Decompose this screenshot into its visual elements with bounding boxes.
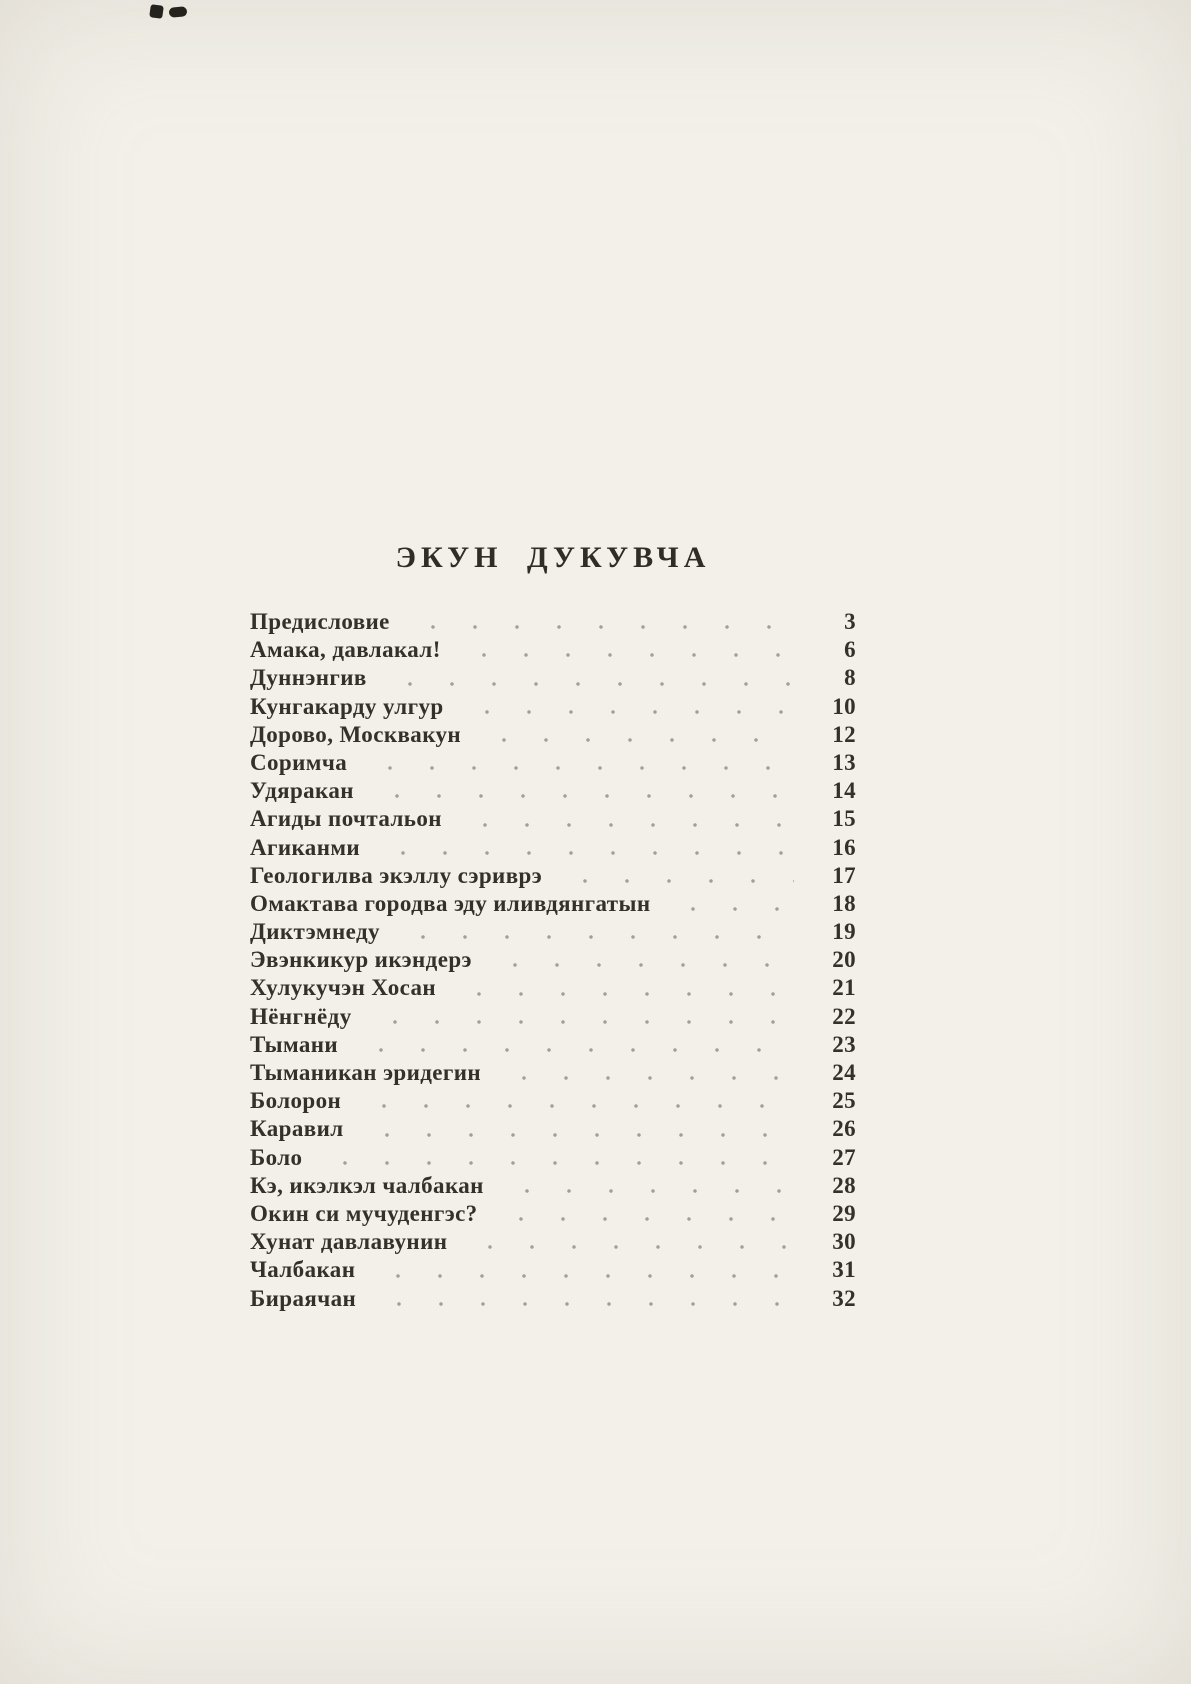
toc-entry-label: Хунат давлавунин xyxy=(250,1229,448,1255)
dot-leader-icon xyxy=(320,1158,794,1166)
table-of-contents xyxy=(250,541,856,1314)
toc-entry-page: 29 xyxy=(832,1200,856,1226)
dot-leader-icon xyxy=(499,1073,794,1081)
dot-leader-icon xyxy=(454,989,794,997)
toc-entry-label: Эвэнкикур икэндерэ xyxy=(250,947,472,973)
dot-leader-icon xyxy=(459,650,794,658)
toc-entry-label: Амака, давлакал! xyxy=(250,637,441,663)
toc-entry-label: Геологилва экэллу сэриврэ xyxy=(250,862,543,888)
toc-entry-label: Соримча xyxy=(250,749,348,775)
scan-artifact xyxy=(169,6,188,18)
dot-leader-icon xyxy=(560,876,794,884)
toc-row xyxy=(250,1229,856,1257)
dot-leader-icon xyxy=(502,1186,794,1194)
toc-row xyxy=(250,975,856,1003)
toc-row xyxy=(250,806,856,834)
toc-entry-page: 26 xyxy=(832,1116,856,1142)
toc-row xyxy=(250,694,856,722)
toc-entry-page: 20 xyxy=(832,947,856,973)
dot-leader-icon xyxy=(356,1045,794,1053)
toc-entry-page: 32 xyxy=(832,1285,856,1311)
toc-entry-page: 31 xyxy=(832,1257,856,1283)
toc-entry-label: Дорово, Москвакун xyxy=(250,721,462,747)
toc-row xyxy=(250,778,856,806)
toc-entry-page: 8 xyxy=(844,665,856,691)
toc-row xyxy=(250,835,856,863)
dot-leader-icon xyxy=(372,791,794,799)
toc-entry-label: Чалбакан xyxy=(250,1257,356,1283)
dot-leader-icon xyxy=(465,1242,794,1250)
dot-leader-icon xyxy=(496,1214,794,1222)
toc-row xyxy=(250,637,856,665)
toc-entry-label: Каравил xyxy=(250,1116,344,1142)
dot-leader-icon xyxy=(378,848,794,856)
dot-leader-icon xyxy=(668,904,794,912)
dot-leader-icon xyxy=(365,763,794,771)
dot-leader-icon xyxy=(373,1271,794,1279)
toc-row xyxy=(250,891,856,919)
toc-entry-page: 25 xyxy=(832,1088,856,1114)
toc-entry-page: 19 xyxy=(832,919,856,945)
toc-entry-page: 14 xyxy=(832,778,856,804)
toc-entry-page: 28 xyxy=(832,1172,856,1198)
toc-row xyxy=(250,919,856,947)
toc-row xyxy=(250,1173,856,1201)
toc-row xyxy=(250,665,856,693)
toc-entry-label: Хулукучэн Хосан xyxy=(250,975,437,1001)
toc-row xyxy=(250,609,856,637)
toc-entry-label: Болорон xyxy=(250,1088,342,1114)
toc-entry-label: Нёнгнёду xyxy=(250,1003,352,1029)
toc-row xyxy=(250,750,856,778)
toc-entry-label: Бираячан xyxy=(250,1285,357,1311)
toc-entry-page: 13 xyxy=(832,749,856,775)
toc-row xyxy=(250,947,856,975)
toc-entry-page: 24 xyxy=(832,1060,856,1085)
toc-entry-page: 23 xyxy=(832,1031,856,1057)
toc-entry-page: 16 xyxy=(832,834,856,860)
toc-entry-page: 6 xyxy=(844,637,856,663)
toc-entry-page: 30 xyxy=(832,1229,856,1255)
toc-entry-label: Агиканми xyxy=(250,834,361,860)
toc-entry-label: Тыманикан эридегин xyxy=(250,1060,482,1085)
toc-entry-page: 3 xyxy=(844,609,856,634)
page-title: ЭКУН ДУКУВЧА xyxy=(395,541,711,574)
toc-entry-label: Омактава городва эду иливдянгатын xyxy=(250,890,651,916)
toc-list xyxy=(250,609,856,1314)
dot-leader-icon xyxy=(359,1101,794,1109)
dot-leader-icon xyxy=(385,679,794,687)
toc-row xyxy=(250,1088,856,1116)
toc-entry-label: Кунгакарду улгур xyxy=(250,693,444,719)
toc-entry-label: Диктэмнеду xyxy=(250,919,380,945)
dot-leader-icon xyxy=(370,1017,794,1025)
toc-row xyxy=(250,1257,856,1285)
dot-leader-icon xyxy=(374,1299,794,1307)
toc-row xyxy=(250,722,856,750)
dot-leader-icon xyxy=(460,820,794,828)
toc-row xyxy=(250,1286,856,1314)
toc-row xyxy=(250,863,856,891)
toc-entry-page: 21 xyxy=(832,975,856,1001)
toc-entry-label: Окин си мучуденгэс? xyxy=(250,1200,478,1226)
dot-leader-icon xyxy=(408,622,794,630)
toc-entry-label: Предисловие xyxy=(250,609,390,634)
dot-leader-icon xyxy=(490,960,794,968)
toc-row xyxy=(250,1201,856,1229)
dot-leader-icon xyxy=(398,932,794,940)
dot-leader-icon xyxy=(462,707,794,715)
dot-leader-icon xyxy=(479,735,794,743)
toc-row xyxy=(250,1004,856,1032)
toc-row xyxy=(250,1145,856,1173)
toc-entry-label: Дуннэнгив xyxy=(250,665,367,691)
toc-entry-page: 17 xyxy=(832,862,856,888)
toc-row xyxy=(250,1032,856,1060)
toc-entry-label: Тымани xyxy=(250,1031,339,1057)
toc-entry-page: 15 xyxy=(832,806,856,832)
toc-entry-page: 22 xyxy=(832,1003,856,1029)
toc-row xyxy=(250,1116,856,1144)
toc-entry-page: 18 xyxy=(832,890,856,916)
toc-entry-label: Кэ, икэлкэл чалбакан xyxy=(250,1172,484,1198)
toc-entry-page: 12 xyxy=(832,721,856,747)
toc-entry-label: Боло xyxy=(250,1144,303,1170)
scan-artifact xyxy=(149,4,164,19)
toc-row xyxy=(250,1060,856,1088)
toc-entry-label: Агиды почтальон xyxy=(250,806,442,832)
dot-leader-icon xyxy=(362,1130,794,1138)
toc-entry-page: 10 xyxy=(832,693,856,719)
toc-entry-page: 27 xyxy=(832,1144,856,1170)
toc-entry-label: Удяракан xyxy=(250,778,354,804)
